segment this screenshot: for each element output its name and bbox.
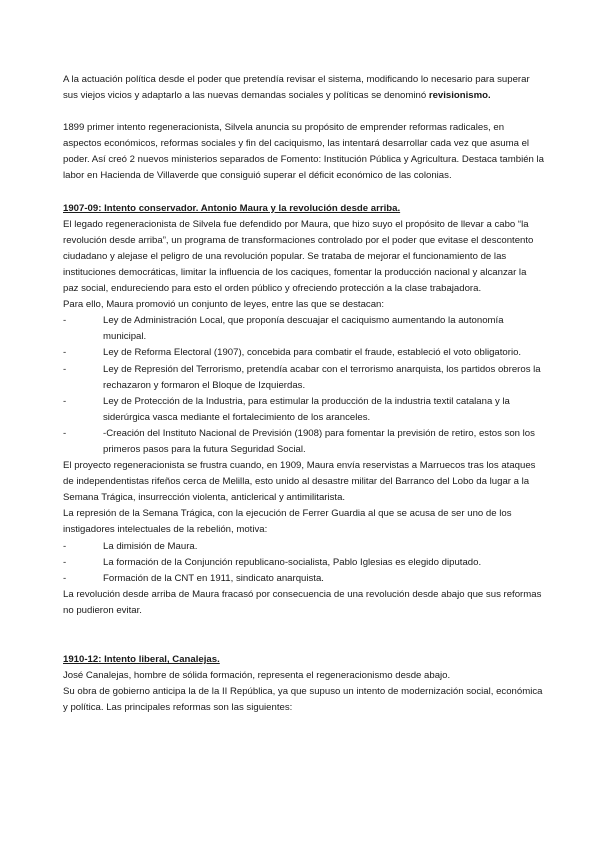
list-dash: -	[63, 395, 67, 407]
list-dash: -	[63, 556, 67, 568]
list-item	[63, 426, 544, 458]
list-item	[63, 345, 544, 361]
maura-paragraph-3: El proyecto regeneracionista se frustra cuando, en 1909, Maura envía reservistas a Marruecos tras los ataques de independentistas rifeños cerca de Melilla, esto unido al desastre militar del Barranco del Lobo da lugar a la Semana Trágica, insurrección violenta, anticlerical y antimilitarista.	[63, 460, 536, 504]
list-item	[63, 313, 544, 345]
maura-paragraph-4: La represión de la Semana Trágica, con la ejecución de Ferrer Guardia al que se acusa de ser uno de los instigadores intelectuales de la rebelión, motiva:	[63, 508, 512, 536]
law-item-1: Ley de Administración Local, que proponía descuajar el caciquismo aumentando la autonomía municipal.	[103, 315, 504, 343]
canalejas-paragraph-1: José Canalejas, hombre de sólida formación, representa el regeneracionismo desde abajo.	[63, 670, 451, 682]
list-dash: -	[63, 572, 67, 584]
maura-heading: 1907-09: Intento conservador. Antonio Maura y la revolución desde arriba.	[63, 202, 401, 214]
consequence-item-1: La dimisión de Maura.	[103, 540, 198, 552]
consequence-item-3: Formación de la CNT en 1911, sindicato anarquista.	[103, 572, 324, 584]
list-dash: -	[63, 427, 67, 439]
revisionismo-term: revisionismo.	[428, 90, 491, 102]
list-item	[63, 571, 544, 587]
list-dash: -	[63, 315, 67, 327]
maura-paragraph-5: La revolución desde arriba de Maura fracasó por consecuencia de una revolución desde abajo que sus reformas no pudieron evitar.	[63, 588, 542, 616]
canalejas-heading: 1910-12: Intento liberal, Canalejas.	[63, 654, 220, 665]
list-item	[63, 555, 544, 571]
intro-text: A la actuación política desde el poder que pretendía revisar el sistema, modificando lo necesario para superar sus viejos vicios y adaptarlo a las nuevas demandas sociales y políticas se denominó	[63, 74, 530, 102]
law-item-4: Ley de Protección de la Industria, para estimular la producción de la industria textil catalana y la siderúrgica vasca mediante el fortalecimiento de los aranceles.	[103, 395, 510, 423]
list-dash: -	[63, 540, 67, 552]
canalejas-paragraph-2: Su obra de gobierno anticipa la de la II República, ya que supuso un intento de modernización social, económica y política. Las principales reformas son las siguientes:	[63, 686, 543, 714]
law-item-2: Ley de Reforma Electoral (1907), concebida para combatir el fraude, estableció el voto obligatorio.	[103, 347, 522, 359]
list-dash: -	[63, 347, 67, 359]
intro-paragraph	[63, 72, 544, 104]
law-item-5: -Creación del Instituto Nacional de Previsión (1908) para fomentar la previsión de retiro, estos son los primeros pasos para la futura Seguridad Social.	[103, 427, 535, 455]
consequence-item-2: La formación de la Conjunción republicano-socialista, Pablo Iglesias es elegido diputado.	[103, 556, 482, 568]
list-item	[63, 539, 544, 555]
list-item	[63, 394, 544, 426]
silvela-paragraph: 1899 primer intento regeneracionista, Silvela anuncia su propósito de emprender reformas radicales, en aspectos económicos, reformas sociales y fin del caciquismo, las intentará desarrollar cada vez que asuma el poder. Así creó 2 nuevos ministerios separados de Fomento: Institución Pública y Agricultura. Destaca también la labor en Hacienda de Villaverde que consiguió superar el déficit económico de las colonias.	[63, 122, 545, 182]
maura-paragraph-2: Para ello, Maura promovió un conjunto de leyes, entre las que se destacan:	[63, 299, 385, 311]
list-item	[63, 362, 544, 394]
law-item-3: Ley de Represión del Terrorismo, pretendía acabar con el terrorismo anarquista, los partidos obreros la rechazaron y formaron el Bloque de Izquierdas.	[103, 363, 541, 391]
maura-paragraph-1: El legado regeneracionista de Silvela fue defendido por Maura, que hizo suyo el propósito de llevar a cabo “la revolución desde arriba”, un programa de transformaciones controlado por el poder que evitase el descontento ciudadano y alejase el peligro de una revolución popular. Se trataba de mejorar el funcionamiento de las instituciones democráticas, limitar la influencia de los caciques, fomentar la producción nacional y alcanzar la paz social, endureciendo para esto el orden público y ofreciendo protección a la clase trabajadora.	[63, 218, 534, 295]
list-dash: -	[63, 363, 67, 375]
